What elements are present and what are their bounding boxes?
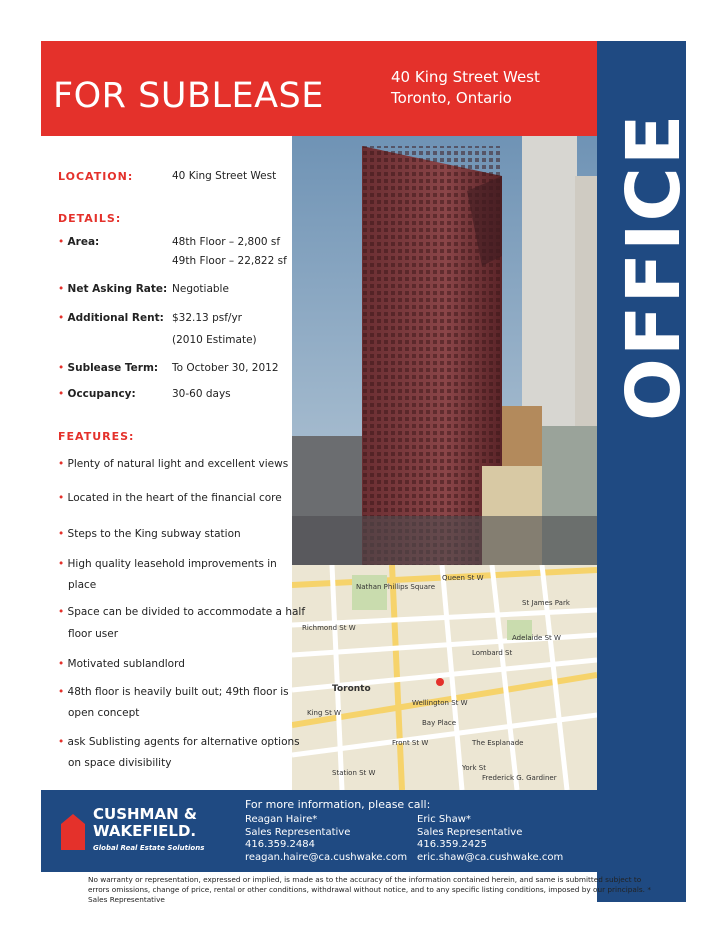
title-banner xyxy=(41,41,597,136)
feature-item: Motivated sublandlord xyxy=(67,658,185,670)
feature-item: Space can be divided to accommodate a half xyxy=(67,606,306,618)
map-label: Nathan Phillips Square xyxy=(356,583,436,591)
agent-2-email[interactable]: eric.shaw@ca.cushwake.com xyxy=(417,851,564,863)
map-label: Frederick G. Gardiner xyxy=(482,774,557,782)
company-logo xyxy=(49,804,229,864)
map-label: York St xyxy=(462,764,486,772)
term-value: To October 30, 2012 xyxy=(172,362,279,374)
area-line-2: 49th Floor – 22,822 sf xyxy=(172,255,287,267)
page-title: FOR SUBLEASE xyxy=(53,76,324,116)
details-heading: DETAILS: xyxy=(58,212,122,225)
feature-item: Plenty of natural light and excellent views xyxy=(67,458,289,470)
company-name-line-2: WAKEFIELD. xyxy=(93,822,197,840)
contact-footer xyxy=(41,790,686,872)
legal-disclaimer: No warranty or representation, expressed or implied, is made as to the accuracy of the information contained herein, and same is submitted subject to errors omissions, change of price, rental or other conditions, withdrawal without notice, and to any specific listing conditions, imposed by our principals. * Sales Representative xyxy=(88,875,651,904)
feature-item: 48th floor is heavily built out; 49th floor is xyxy=(67,686,289,698)
agent-2-card xyxy=(417,814,563,864)
additional-rent-label: Additional Rent: xyxy=(67,312,164,324)
location-map xyxy=(292,565,597,790)
map-label: Lombard St xyxy=(472,649,513,657)
term-label: Sublease Term: xyxy=(67,362,159,374)
feature-item: place xyxy=(68,579,97,591)
category-label: OFFICE xyxy=(611,112,697,421)
area-line-1: 48th Floor – 2,800 sf xyxy=(172,236,281,248)
map-label: Station St W xyxy=(332,769,376,777)
category-sidebar xyxy=(597,41,697,902)
agent-2-title: Sales Representative xyxy=(417,826,523,838)
map-label: St James Park xyxy=(522,599,570,607)
map-label: Front St W xyxy=(392,739,429,747)
address-line-2: Toronto, Ontario xyxy=(391,89,512,107)
agent-1-email[interactable]: reagan.haire@ca.cushwake.com xyxy=(245,851,408,863)
map-label: Bay Place xyxy=(422,719,457,727)
agent-1-title: Sales Representative xyxy=(245,826,351,838)
area-label: Area: xyxy=(67,236,100,248)
location-heading: LOCATION: xyxy=(58,170,134,183)
logo-mark-icon xyxy=(53,810,93,854)
location-value: 40 King Street West xyxy=(172,170,277,182)
additional-rent-value: $32.13 psf/yr xyxy=(172,312,242,324)
occupancy-value: 30-60 days xyxy=(172,388,231,400)
net-rate-label: Net Asking Rate: xyxy=(67,283,168,295)
agent-1-name: Reagan Haire* xyxy=(245,814,318,825)
contact-heading: For more information, please call: xyxy=(245,798,431,811)
company-name-line-1: CUSHMAN & xyxy=(93,805,197,823)
features-heading: FEATURES: xyxy=(58,430,135,443)
feature-item: open concept xyxy=(68,707,140,719)
agent-2-name: Eric Shaw* xyxy=(417,814,471,825)
feature-item: on space divisibility xyxy=(68,757,172,769)
additional-rent-note: (2010 Estimate) xyxy=(172,334,257,346)
occupancy-label: Occupancy: xyxy=(67,388,136,400)
address-line-1: 40 King Street West xyxy=(391,68,540,86)
agent-1-card xyxy=(245,814,407,864)
map-label: King St W xyxy=(307,709,341,717)
map-label: Richmond St W xyxy=(302,624,356,632)
map-label: Toronto xyxy=(332,684,371,694)
net-rate-value: Negotiable xyxy=(172,283,229,295)
feature-item: floor user xyxy=(68,628,119,640)
feature-item: High quality leasehold improvements in xyxy=(67,558,277,570)
company-tagline: Global Real Estate Solutions xyxy=(93,844,205,852)
feature-item: ask Sublisting agents for alternative options xyxy=(67,736,300,748)
building-photo xyxy=(292,136,597,565)
agent-2-phone: 416.359.2425 xyxy=(417,839,487,850)
property-address xyxy=(391,67,540,109)
agent-1-phone: 416.359.2484 xyxy=(245,839,315,850)
map-label: Wellington St W xyxy=(412,699,468,707)
map-label: Adelaide St W xyxy=(512,634,561,642)
feature-item: Steps to the King subway station xyxy=(67,528,241,540)
feature-item: Located in the heart of the financial core xyxy=(67,492,282,504)
map-label: Queen St W xyxy=(442,574,484,582)
map-label: The Esplanade xyxy=(472,739,524,747)
